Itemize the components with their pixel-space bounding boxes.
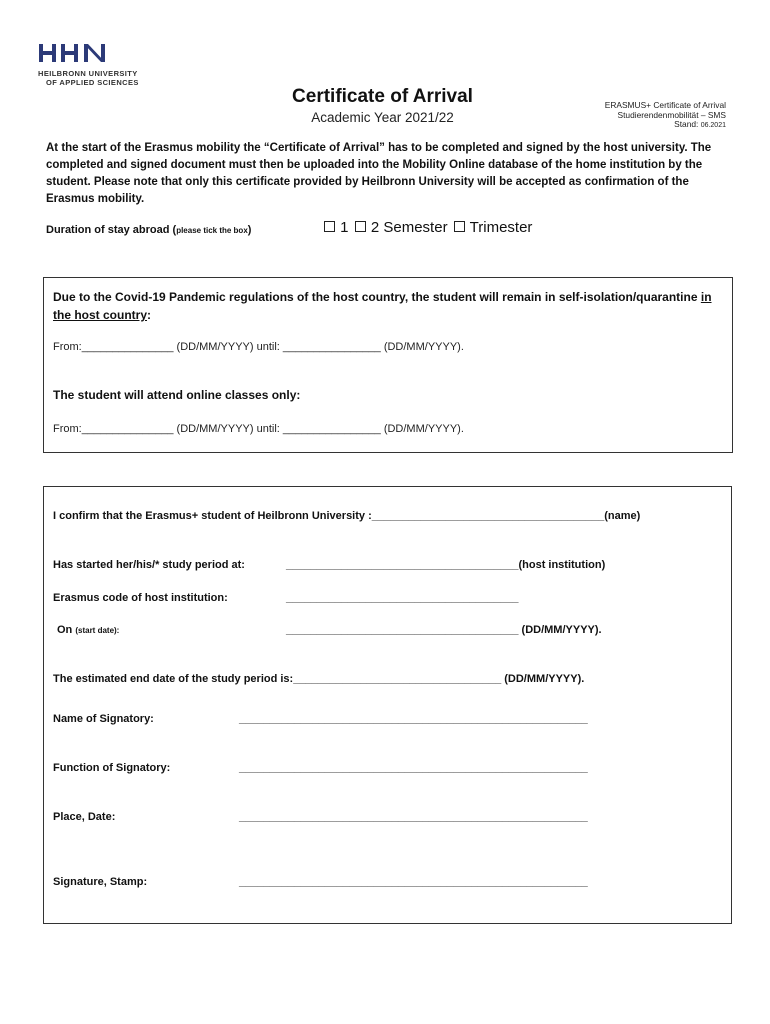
stand-label: Stand: — [674, 119, 699, 130]
confirm-name-line[interactable]: I confirm that the Erasmus+ student of Heilbronn University :______________________________________(name) — [53, 510, 641, 522]
start-date-label — [57, 624, 119, 636]
checkbox-2-semester[interactable] — [355, 221, 366, 232]
covid-heading-underlined: in the host country — [53, 290, 712, 322]
signatory-function-label: Function of Signatory: — [53, 762, 171, 774]
header-stand — [605, 120, 726, 131]
signatory-name-field[interactable]: _________________________________________________________ — [239, 713, 588, 725]
start-date-field[interactable]: ______________________________________ (DD/MM/YYYY). — [286, 624, 602, 636]
on-label: On — [57, 624, 73, 636]
page-title: Certificate of Arrival — [292, 86, 473, 107]
duration-options — [322, 219, 532, 236]
signature-stamp-label: Signature, Stamp: — [53, 876, 148, 888]
hhn-logo-icon — [38, 42, 108, 64]
quarantine-date-line[interactable]: From:_______________ (DD/MM/YYYY) until: ________________ (DD/MM/YYYY). — [53, 341, 464, 353]
covid-heading-text: Due to the Covid-19 Pandemic regulations of the host country, the student will remain in self-isolation/quarantine — [53, 290, 701, 304]
started-label: Has started her/his/* study period at: — [53, 559, 245, 571]
header-info-line-2: Studierendenmobilität – SMS — [617, 109, 726, 120]
logo-line-1: HEILBRONN UNIVERSITY — [38, 69, 138, 78]
header-info-line-1: ERASMUS+ Certificate of Arrival — [604, 100, 726, 110]
place-date-field[interactable]: _________________________________________________________ — [239, 811, 588, 823]
intro-paragraph: At the start of the Erasmus mobility the “Certificate of Arrival” has to be completed and signed by the host university. The completed and signed document must then be uploaded into the Mobility Online database of the home institution by the student. Please note that only this certificate provided by Heilbronn University will be accepted as confirmation of the Erasmus mobility. — [46, 142, 712, 205]
logo-text — [38, 69, 143, 87]
end-date-line[interactable]: The estimated end date of the study period is:__________________________________ (DD/MM/YYYY). — [53, 673, 585, 685]
stand-value: 06.2021 — [700, 122, 726, 130]
header-info — [605, 101, 726, 131]
checkbox-trimester[interactable] — [454, 221, 465, 232]
erasmus-code-field[interactable]: ______________________________________ — [286, 592, 519, 604]
host-institution-field[interactable]: ______________________________________(host institution) — [286, 559, 606, 571]
signatory-name-label: Name of Signatory: — [53, 713, 154, 725]
place-date-label: Place, Date: — [53, 811, 116, 823]
option-2-label: 2 Semester — [370, 219, 448, 236]
option-1-label: 1 — [340, 219, 349, 236]
on-note: (start date): — [75, 626, 120, 635]
checkbox-1[interactable] — [324, 221, 335, 232]
erasmus-code-label: Erasmus code of host institution: — [53, 592, 228, 604]
duration-label — [46, 224, 251, 236]
online-classes-heading: The student will attend online classes only: — [53, 388, 301, 402]
logo-line-2: OF APPLIED SCIENCES — [46, 78, 139, 87]
covid-heading-colon: : — [147, 308, 152, 322]
online-date-line[interactable]: From:_______________ (DD/MM/YYYY) until: ________________ (DD/MM/YYYY). — [53, 423, 464, 435]
signatory-function-field[interactable]: _________________________________________________________ — [239, 762, 588, 774]
signature-stamp-field[interactable]: _________________________________________________________ — [239, 876, 588, 888]
hhn-logo — [38, 42, 143, 87]
covid-heading — [53, 288, 713, 324]
duration-note: please tick the box — [176, 226, 248, 235]
page-subtitle: Academic Year 2021/22 — [311, 110, 454, 125]
duration-label-text: Duration of stay abroad ( — [46, 224, 177, 236]
confirmation-box — [43, 486, 732, 924]
duration-close: ) — [247, 224, 252, 236]
option-3-label: Trimester — [469, 219, 533, 236]
